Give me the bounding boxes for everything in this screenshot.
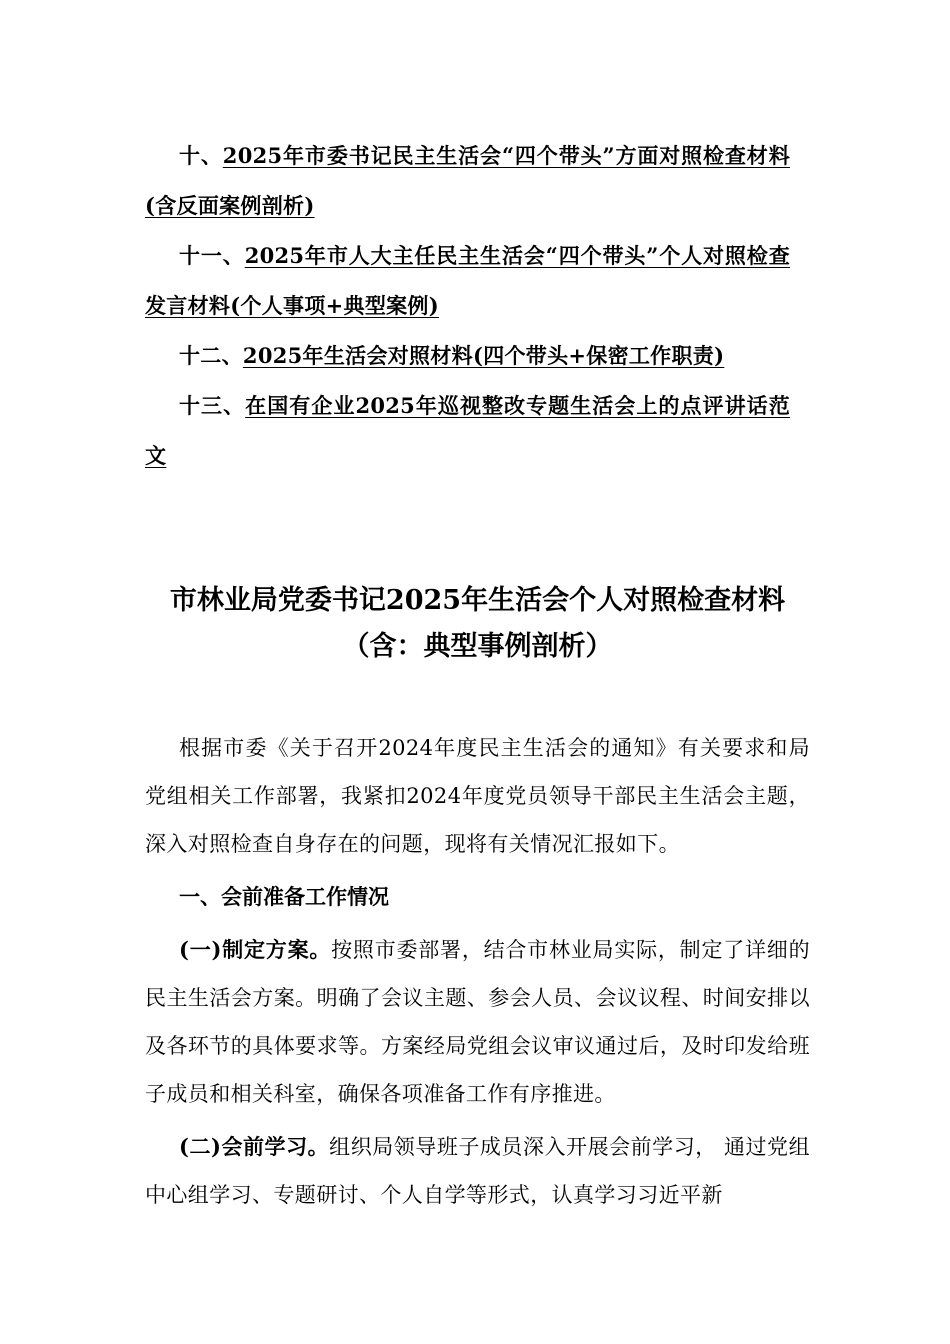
toc-item-number: 十一、 xyxy=(179,243,245,268)
toc-item-link[interactable]: 2025年生活会对照材料(四个带头+保密工作职责) xyxy=(242,343,725,368)
body-paragraph xyxy=(145,926,810,1118)
toc-item-number: 十、 xyxy=(179,143,223,168)
paragraph-lead: (二)会前学习。 xyxy=(179,1134,330,1159)
table-of-contents xyxy=(145,131,790,481)
section-heading: 一、会前准备工作情况 xyxy=(179,884,389,909)
document-body xyxy=(145,724,810,1219)
toc-item xyxy=(145,331,790,381)
document-subtitle: （含：典型事例剖析） xyxy=(342,631,613,662)
toc-item-link[interactable]: 在国有企业2025年巡视整改专题生活会上的点评讲话范文 xyxy=(145,393,790,468)
toc-item xyxy=(145,231,790,331)
toc-item-number: 十三、 xyxy=(179,393,246,418)
intro-paragraph: 根据市委《关于召开2024年度民主生活会的通知》有关要求和局党组相关工作部署，我紧扣2024年度党员领导干部民主生活会主题，深入对照检查自身存在的问题，现将有关情况汇报如下。 xyxy=(145,736,810,856)
body-paragraph xyxy=(145,1123,810,1219)
toc-item xyxy=(145,381,790,481)
toc-item xyxy=(145,131,790,231)
toc-item-link[interactable]: 2025年市人大主任民主生活会“四个带头”个人对照检查发言材料(个人事项+典型案例) xyxy=(145,243,790,318)
paragraph-lead: (一)制定方案。 xyxy=(179,937,332,962)
paragraph-text: 组织局领导班子成员深入开展会前学习， 通过党组中心组学习、专题研讨、个人自学等形式，认真学习习近平新 xyxy=(145,1135,810,1207)
paragraph-text: 按照市委部署，结合市林业局实际，制定了详细的民主生活会方案。明确了会议主题、参会人员、会议议程、时间安排以及各环节的具体要求等。方案经局党组会议审议通过后，及时印发给班子成员和相关科室，确保各项准备工作有序推进。 xyxy=(145,938,810,1106)
toc-item-link[interactable]: 2025年市委书记民主生活会“四个带头”方面对照检查材料(含反面案例剖析) xyxy=(145,143,790,218)
document-title: 市林业局党委书记2025年生活会个人对照检查材料 xyxy=(169,585,786,616)
toc-item-number: 十二、 xyxy=(179,343,243,368)
